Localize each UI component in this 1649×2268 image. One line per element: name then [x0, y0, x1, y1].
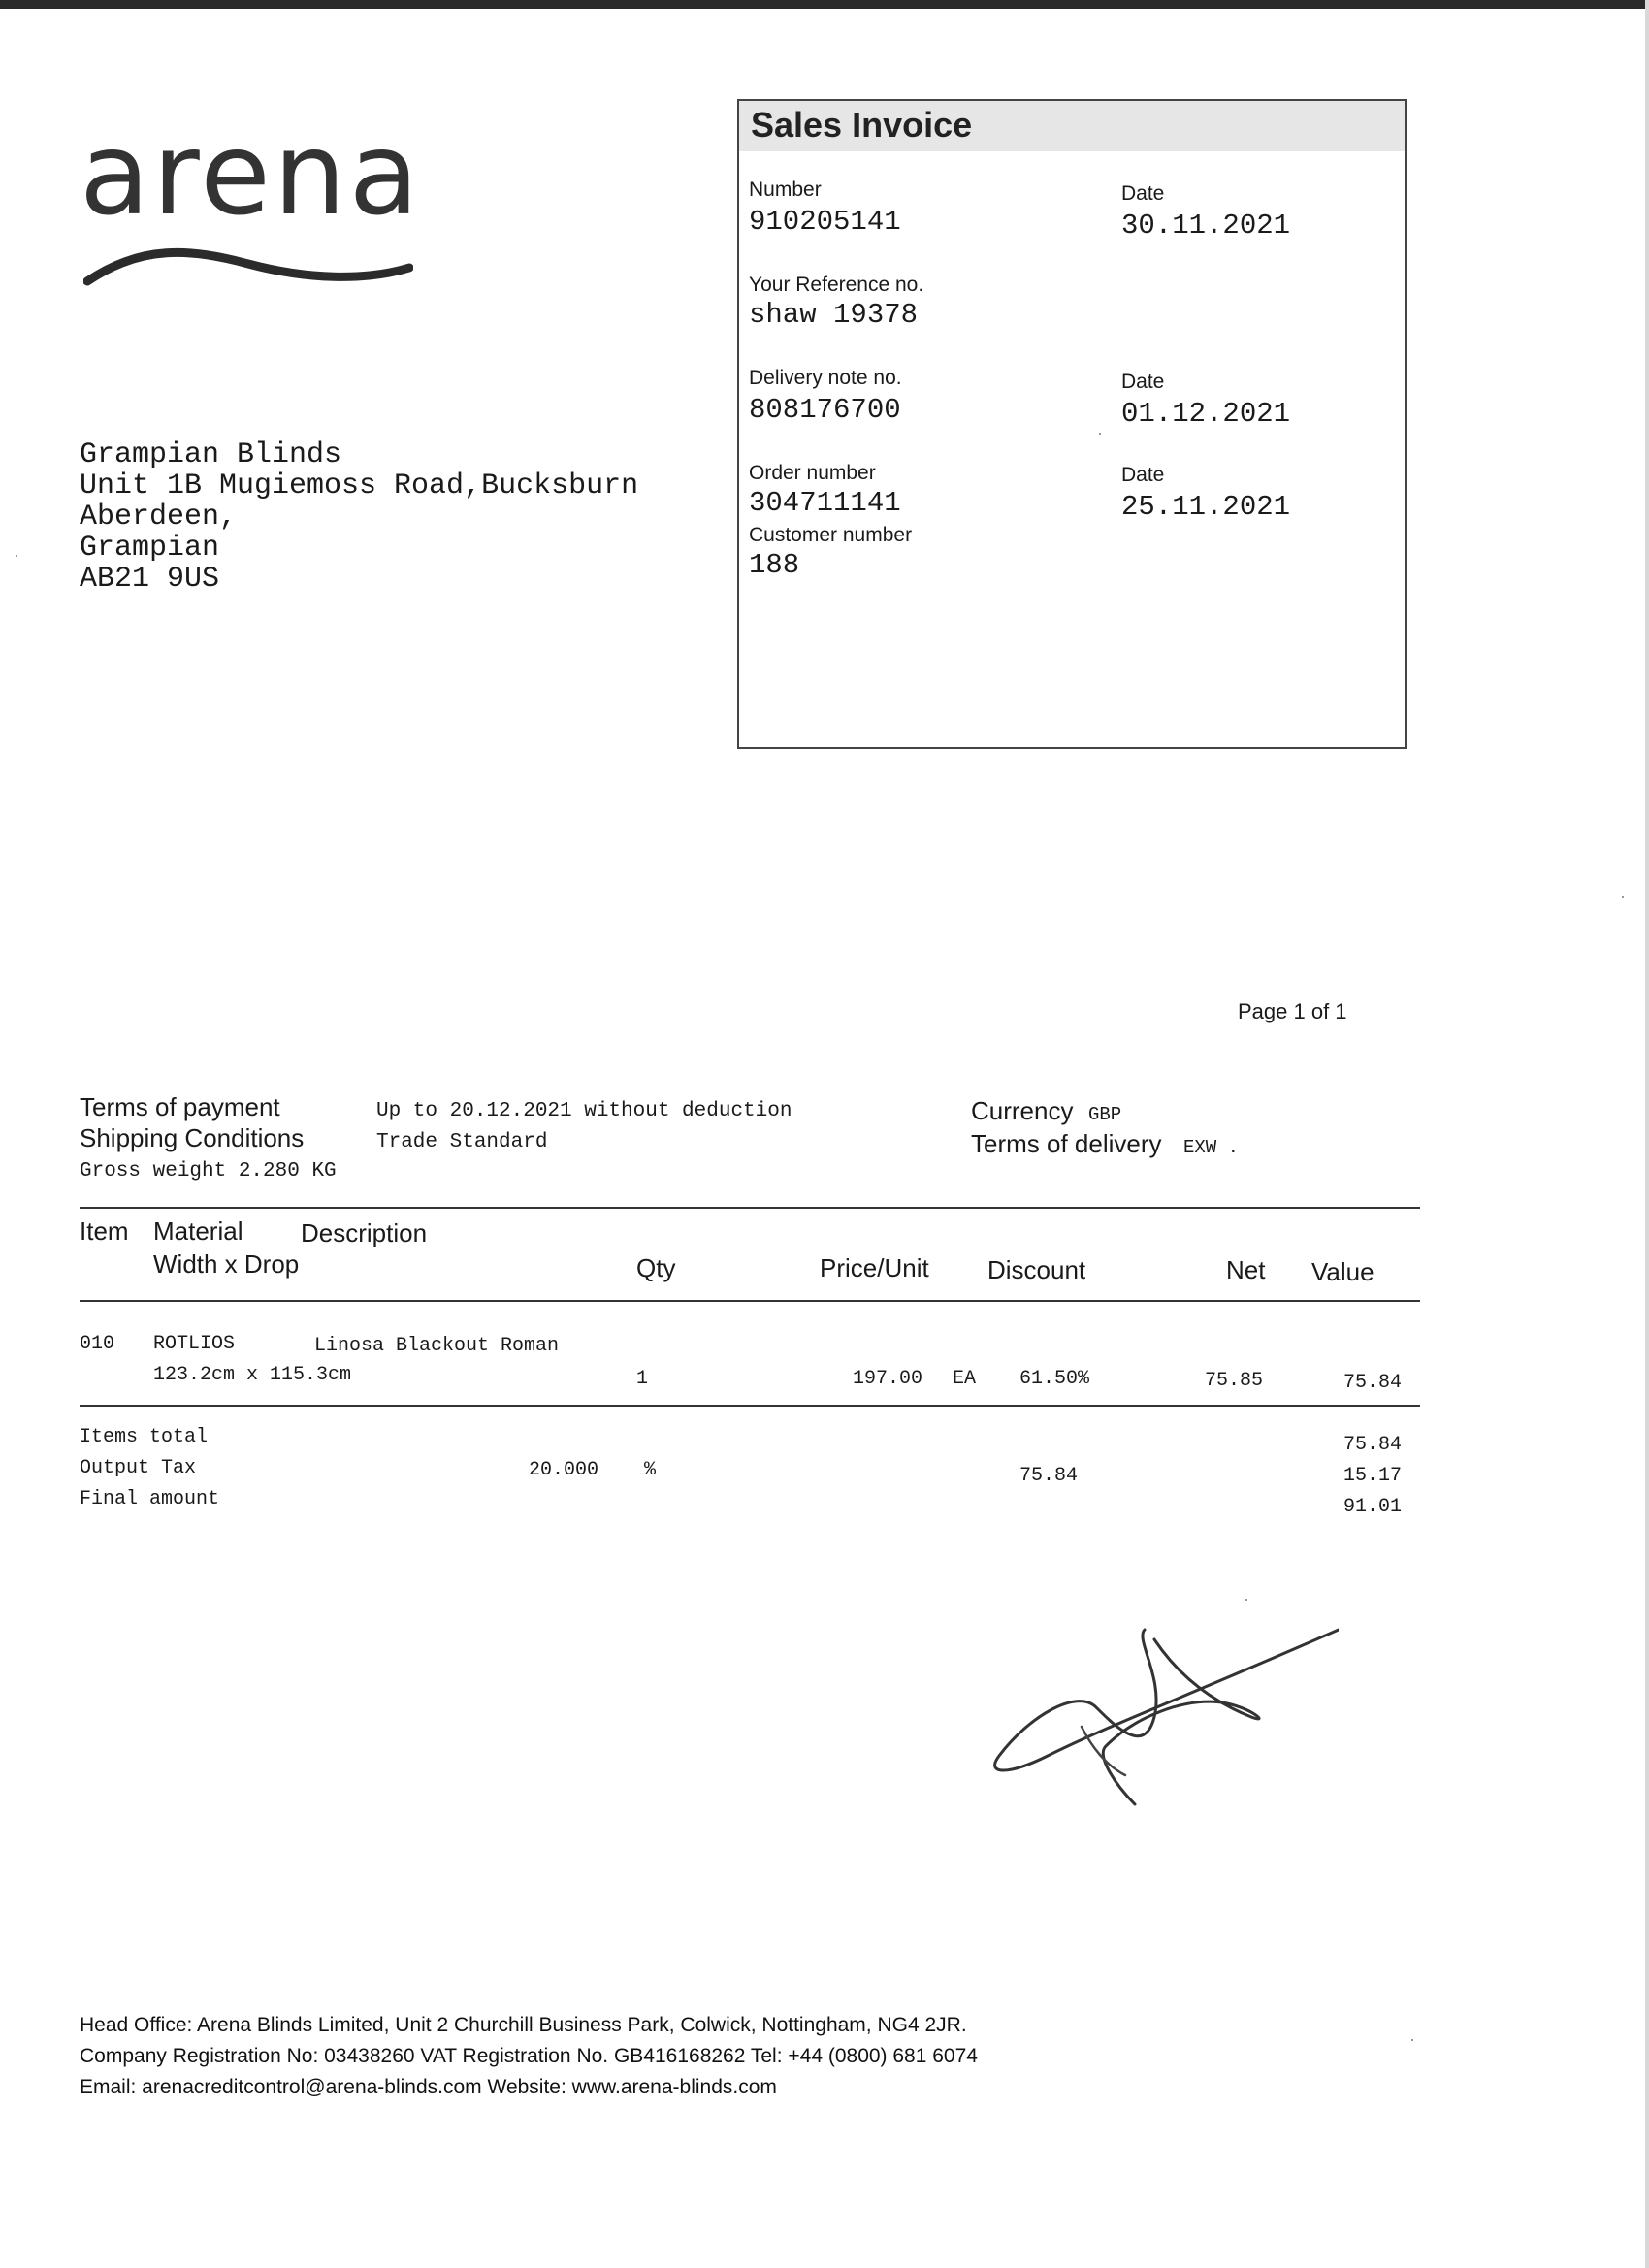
col-header-description: Description	[301, 1218, 428, 1247]
delivery-date-label: Date	[1121, 371, 1165, 393]
address-line-2: Unit 1B Mugiemoss Road,Bucksburn	[80, 470, 639, 502]
terms-of-payment-label: Terms of payment	[80, 1092, 280, 1121]
col-header-item: Item	[80, 1216, 129, 1246]
col-header-qty: Qty	[636, 1253, 676, 1282]
gross-weight: Gross weight 2.280 KG	[80, 1160, 337, 1183]
row-item: 010	[80, 1333, 115, 1355]
row-discount: 61.50%	[1019, 1368, 1090, 1390]
row-material: ROTLIOS	[153, 1333, 236, 1355]
scan-speck	[16, 555, 17, 557]
row-unit: EA	[953, 1368, 977, 1390]
scan-edge-top	[0, 0, 1649, 9]
table-top-rule	[80, 1207, 1420, 1209]
row-qty: 1	[636, 1368, 649, 1390]
logo-wave-icon	[83, 243, 413, 291]
invoice-number: 910205141	[749, 206, 901, 238]
delivery-date: 01.12.2021	[1121, 398, 1291, 430]
address-line-1: Grampian Blinds	[80, 438, 342, 471]
col-header-value: Value	[1311, 1257, 1374, 1286]
scan-speck	[1245, 1599, 1247, 1601]
shipping-conditions-value: Trade Standard	[376, 1131, 548, 1153]
scan-speck	[1411, 2039, 1413, 2041]
invoice-title: Sales Invoice	[751, 105, 973, 145]
tax-percent-sign: %	[644, 1459, 657, 1481]
shipping-conditions-label: Shipping Conditions	[80, 1123, 305, 1152]
tax-amount: 15.17	[1343, 1465, 1403, 1487]
row-net: 75.85	[1205, 1370, 1264, 1392]
col-header-price-unit: Price/Unit	[820, 1253, 929, 1282]
footer-contact: Email: arenacreditcontrol@arena-blinds.com Website: www.arena-blinds.com	[80, 2076, 777, 2098]
final-amount-value: 91.01	[1343, 1496, 1403, 1518]
reference-label: Your Reference no.	[749, 274, 924, 296]
items-bottom-rule	[80, 1405, 1420, 1407]
delivery-note-value: 808176700	[749, 394, 901, 426]
col-header-net: Net	[1226, 1255, 1266, 1284]
terms-of-payment-value: Up to 20.12.2021 without deduction	[376, 1100, 792, 1122]
items-total-value: 75.84	[1343, 1434, 1403, 1456]
order-date: 25.11.2021	[1121, 491, 1291, 523]
terms-of-delivery-label: Terms of delivery	[971, 1129, 1162, 1158]
col-header-discount: Discount	[987, 1255, 1086, 1284]
col-header-material: Material	[153, 1216, 243, 1246]
order-label: Order number	[749, 462, 876, 484]
header-bottom-rule	[80, 1300, 1420, 1302]
reference-value: shaw 19378	[749, 299, 919, 331]
footer-head-office: Head Office: Arena Blinds Limited, Unit 2 Churchill Business Park, Colwick, Nottingham, NG4 2JR.	[80, 2014, 967, 2036]
address-line-5: AB21 9US	[80, 563, 220, 596]
invoice-date-label: Date	[1121, 182, 1165, 205]
row-size: 123.2cm x 115.3cm	[153, 1364, 352, 1386]
arena-logo: arena	[80, 107, 422, 241]
page-number: Page 1 of 1	[1238, 999, 1347, 1023]
currency-label: Currency	[971, 1096, 1074, 1125]
order-date-label: Date	[1121, 464, 1165, 486]
invoice-info-box	[737, 99, 1406, 749]
footer-registration: Company Registration No: 03438260 VAT Registration No. GB416168262 Tel: +44 (0800) 681 6074	[80, 2045, 978, 2067]
row-description: Linosa Blackout Roman	[314, 1335, 560, 1357]
address-line-3: Aberdeen,	[80, 501, 238, 534]
order-number: 304711141	[749, 487, 901, 519]
row-price: 197.00	[853, 1368, 923, 1390]
scan-edge-right	[1645, 0, 1649, 2268]
signature-icon	[989, 1610, 1339, 1824]
scan-speck	[1622, 896, 1624, 898]
customer-number: 188	[749, 549, 800, 581]
currency-value: GBP	[1088, 1104, 1122, 1125]
invoice-date: 30.11.2021	[1121, 210, 1291, 242]
address-line-4: Grampian	[80, 532, 220, 565]
delivery-note-label: Delivery note no.	[749, 367, 902, 389]
number-label: Number	[749, 178, 822, 201]
scan-speck	[1099, 433, 1101, 435]
terms-of-delivery-value: EXW .	[1183, 1137, 1240, 1158]
output-tax-label: Output Tax	[80, 1457, 197, 1479]
customer-number-label: Customer number	[749, 524, 913, 546]
col-header-width-drop: Width x Drop	[153, 1249, 300, 1279]
items-total-label: Items total	[80, 1426, 209, 1448]
tax-base: 75.84	[1019, 1465, 1079, 1487]
final-amount-label: Final amount	[80, 1488, 220, 1510]
row-value: 75.84	[1343, 1372, 1403, 1394]
tax-rate: 20.000	[529, 1459, 599, 1481]
